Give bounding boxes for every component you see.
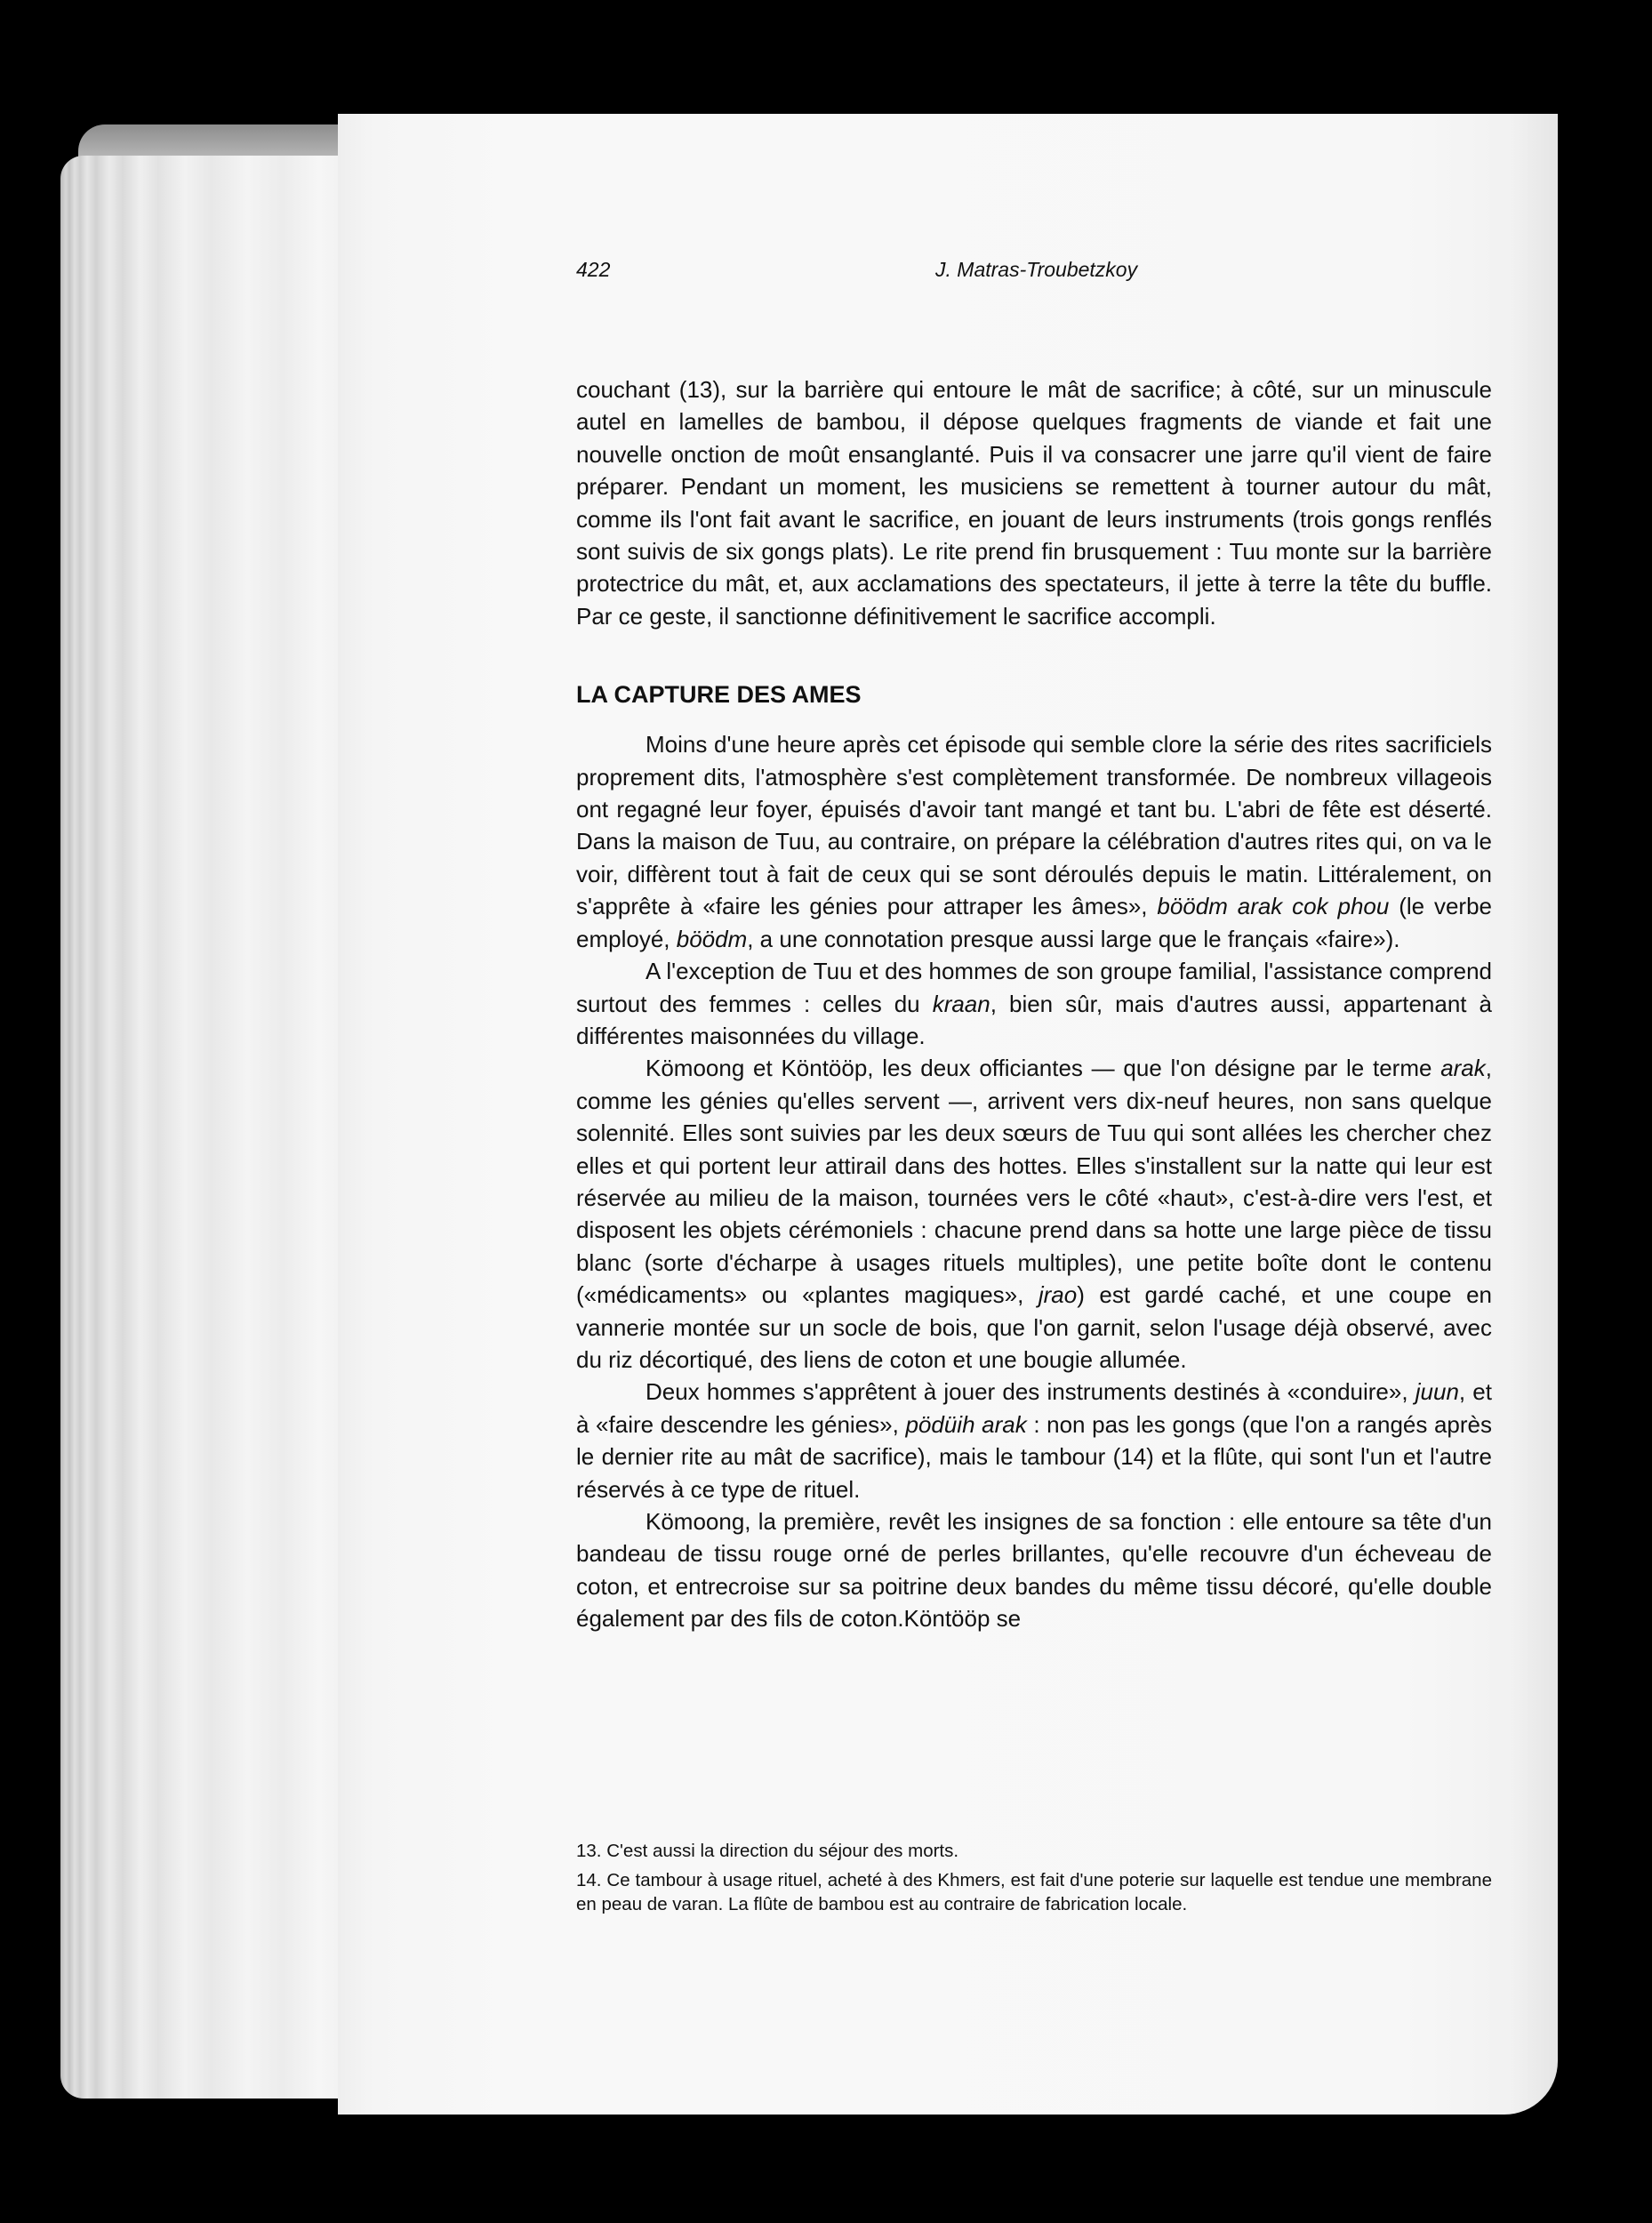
paragraph-2-text-a: Moins d'une heure après cet épisode qui semble clore la série des rites sacrificiels proprement dits, l'atmosphère s'est complètement transformée. De nombreux villageois ont regagné leur foyer, épuisés d'avoir tant mangé et tant bu. L'abri de fête est déserté. Dans la maison de Tuu, au contraire, on prépare la célébration d'autres rites qui, on va le voir, diffèrent tout à fait de ceux qui se sont déroulés depuis le matin. Littéralement, on s'apprête à «faire les génies pour attraper les âmes», — [576, 731, 1492, 920]
body-text — [576, 373, 1492, 1635]
paragraph-2-text-b: (le verbe employé, — [576, 893, 1492, 952]
footnotes — [576, 1839, 1492, 1922]
page-stack-edges — [60, 156, 354, 2099]
paragraph-5-text-a: Deux hommes s'apprêtent à jouer des instruments destinés à «conduire», — [646, 1378, 1415, 1406]
paragraph-4-text-b: , comme les génies qu'elles servent —, arrivent vers dix-neuf heures, non sans quelque solennité. Elles sont suivies par les deux sœurs de Tuu qui sont allées les chercher chez elles et qui portent leur attirail dans des hottes. Elles s'installent sur la natte qui leur est réservée au milieu de la maison, tournées vers le côté «haut», c'est-à-dire vers l'est, et disposent les objets cérémoniels : chacune prend dans sa hotte une large pièce de tissu blanc (sorte d'écharpe à usages rituels multiples), une petite boîte dont le contenu («médicaments» ou «plantes magiques», — [576, 1055, 1492, 1309]
paragraph-5-text-c: : non pas les gongs (que l'on a rangés après le dernier rite au mât de sacrifice), mais le tambour (14) et la flûte, qui sont l'un et l'autre réservés à ce type de rituel. — [576, 1410, 1492, 1503]
paragraph-6: Kömoong, la première, revêt les insignes de sa fonction : elle entoure sa tête d'un bandeau de tissu rouge orné de perles brillantes, qu'elle recouvre d'un écheveau de coton, et entrecroise sur sa poitrine deux bandes du même tissu décoré, qu'elle double également par des fils de coton.Köntööp se — [576, 1508, 1492, 1633]
footnote-13: 13. C'est aussi la direction du séjour des morts. — [576, 1841, 959, 1861]
paragraph-5-term-2: pödüih arak — [905, 1410, 1027, 1438]
page-number: 422 — [576, 258, 611, 281]
paragraph-2-term-1: böödm arak cok phou — [1157, 893, 1390, 920]
paragraph-5-term-1: juun — [1415, 1378, 1459, 1406]
paragraph-3-text-a: A l'exception de Tuu et des hommes de son groupe familial, l'assistance comprend surtout des femmes : celles du — [576, 958, 1492, 1017]
paragraph-2-term-2: böödm — [676, 925, 748, 952]
paragraph-4 — [576, 1052, 1492, 1376]
paragraph-1: couchant (13), sur la barrière qui entoure le mât de sacrifice; à côté, sur un minuscule autel en lamelles de bambou, il dépose quelques fragments de viande et fait une nouvelle onction de moût ensanglanté. Puis il va consacrer une jarre qu'il vient de faire préparer. Pendant un moment, les musiciens se remettent à tourner autour du mât, comme ils l'ont fait avant le sacrifice, en jouant de leurs instruments (trois gongs renflés sont suivis de six gongs plats). Le rite prend fin brusquement : Tuu monte sur la barrière protectrice du mât, et, aux acclamations des spectateurs, il jette à terre la tête du buffle. Par ce geste, il sanctionne définitivement le sacrifice accompli. — [576, 376, 1492, 630]
paragraph-2-text-c: , a une connotation presque aussi large que le français «faire»). — [747, 925, 1400, 952]
footnote-14: 14. Ce tambour à usage rituel, acheté à des Khmers, est fait d'une poterie sur laquelle est tendue une membrane en peau de varan. La flûte de bambou est au contraire de fabrication locale. — [576, 1870, 1492, 1914]
paragraph-3 — [576, 955, 1492, 1052]
paragraph-3-term: kraan — [932, 990, 990, 1017]
running-head: J. Matras-Troubetzkoy — [935, 258, 1138, 281]
paragraph-4-term-2: jrao — [1038, 1281, 1078, 1309]
section-heading: LA CAPTURE DES AMES — [576, 681, 862, 709]
page-curl-shadow — [1512, 114, 1574, 2115]
paragraph-2 — [576, 728, 1492, 955]
paragraph-5 — [576, 1376, 1492, 1505]
page-header — [576, 258, 1492, 293]
paragraph-3-text-b: , bien sûr, mais d'autres aussi, appartenant à différentes maisonnées du village. — [576, 990, 1492, 1049]
paragraph-4-text-c: ) est gardé caché, et une coupe en vannerie montée sur un socle de bois, que l'on garnit, selon l'usage déjà observé, avec du riz décortiqué, des liens de coton et une bougie allumée. — [576, 1281, 1492, 1373]
paragraph-4-text-a: Kömoong et Köntööp, les deux officiantes — que l'on désigne par le terme — [646, 1055, 1441, 1082]
paragraph-5-text-b: , et à «faire descendre les génies», — [576, 1378, 1492, 1438]
page-content — [576, 258, 1492, 1914]
paragraph-4-term-1: arak — [1440, 1055, 1486, 1082]
